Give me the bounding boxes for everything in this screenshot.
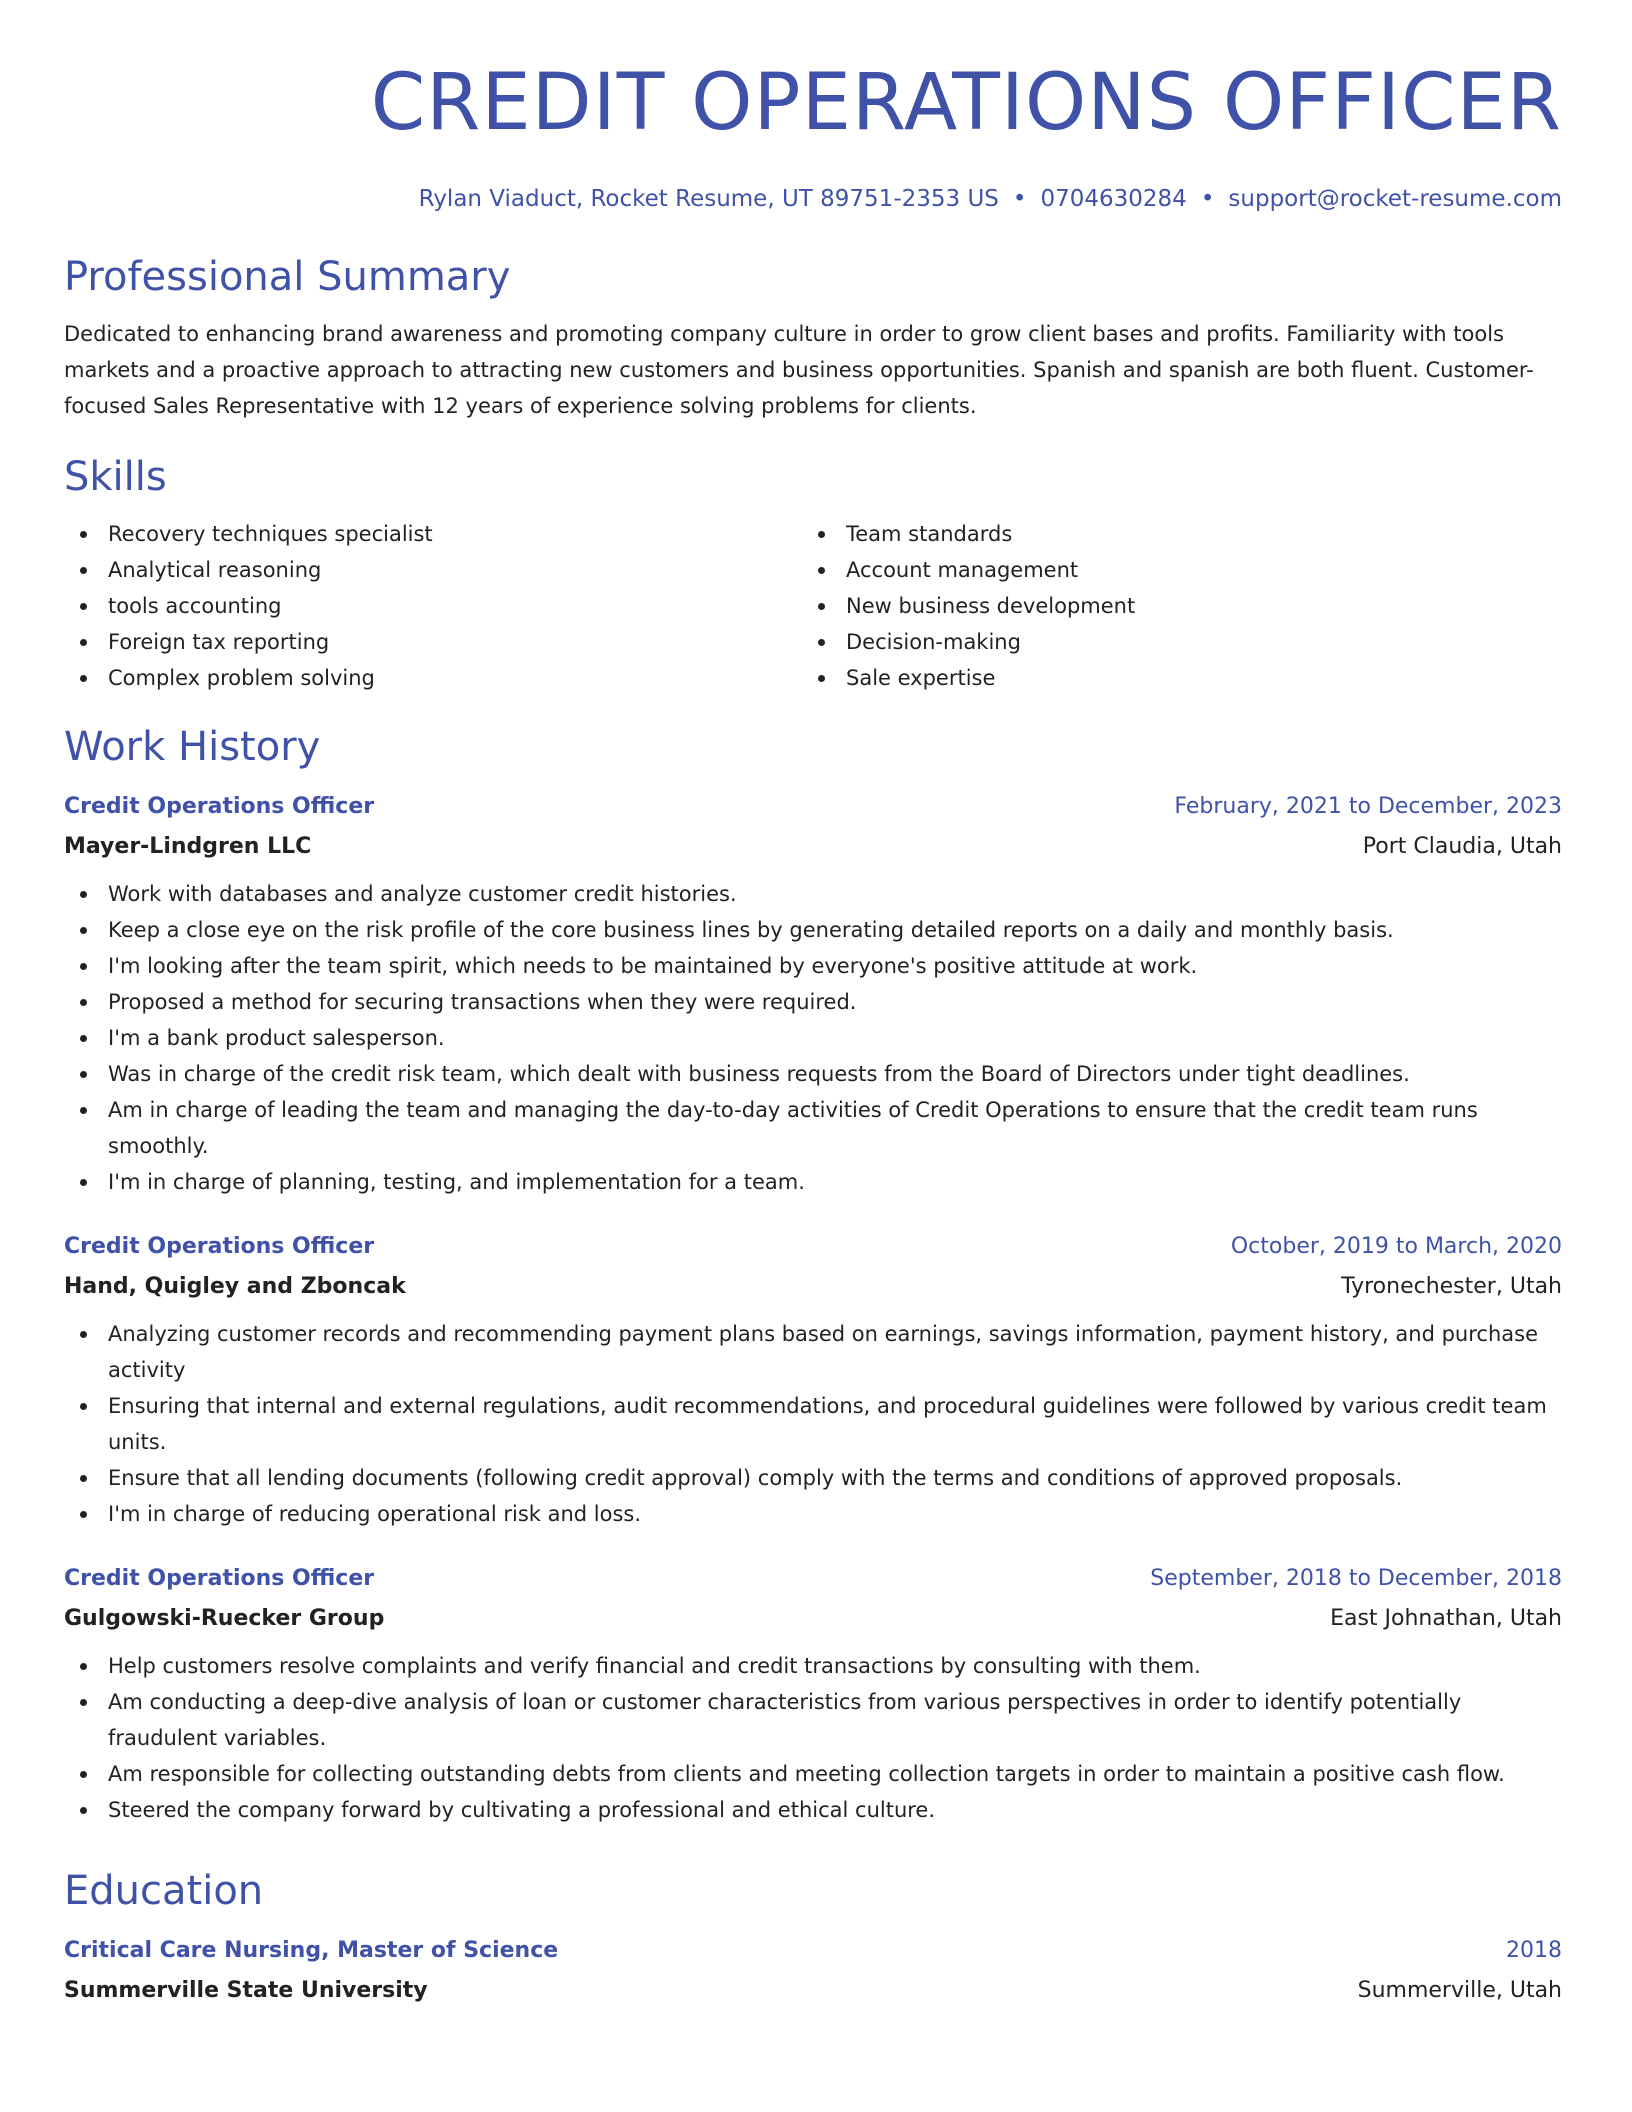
education-heading: Education [64,1868,264,1914]
education-year: 2018 [1506,1938,1562,1963]
contact-email[interactable]: support@rocket-resume.com [1228,186,1562,212]
education-degree: Critical Care Nursing, Master of Science [64,1938,559,1963]
job-header [64,792,1562,822]
skill-item: Sale expertise [802,660,1540,696]
contact-separator: • [1200,186,1215,212]
skills-list [64,516,1562,696]
job-bullet: Am conducting a deep-dive analysis of loan or customer characteristics from various perspectives in order to identify potentially fraudulent variables. [64,1684,1562,1756]
summary-text: Dedicated to enhancing brand awareness and promoting company culture in order to grow client bases and profits. Familiarity with tools markets and a proactive approach to attracting new customers and business opportunities. Spanish and spanish are both fluent. Customer-focused Sales Representative with 12 years of experience solving problems for clients. [64,322,1534,418]
job-bullet: I'm looking after the team spirit, which needs to be maintained by everyone's positive attitude at work. [64,948,1562,984]
education-header [64,1936,1562,1966]
skill-item: tools accounting [64,588,802,624]
job-dates: September, 2018 to December, 2018 [1150,1566,1562,1591]
job-bullets [64,1648,1562,1828]
job-title: Credit Operations Officer [64,794,375,819]
job-bullet: Ensuring that internal and external regulations, audit recommendations, and procedural guidelines were followed by various credit team units. [64,1388,1562,1460]
job-bullets [64,876,1562,1200]
job-bullet: I'm in charge of reducing operational risk and loss. [64,1496,1562,1532]
job-bullet: Steered the company forward by cultivating a professional and ethical culture. [64,1792,1562,1828]
job-company: Hand, Quigley and Zboncak [64,1274,406,1299]
job-entry [64,1232,1562,1532]
education-location: Summerville, Utah [1357,1978,1562,2003]
job-subheader [64,822,1562,862]
job-bullet: Proposed a method for securing transactions when they were required. [64,984,1562,1020]
job-company: Gulgowski-Ruecker Group [64,1606,385,1631]
job-entry [64,1564,1562,1828]
job-bullet: Help customers resolve complaints and verify financial and credit transactions by consulting with them. [64,1648,1562,1684]
skill-item: Account management [802,552,1540,588]
skill-item: Recovery techniques specialist [64,516,802,552]
job-subheader [64,1262,1562,1302]
education-entry [64,1936,1562,2006]
job-bullet: Work with databases and analyze customer credit histories. [64,876,1562,912]
job-bullets [64,1316,1562,1532]
job-title: Credit Operations Officer [64,1234,375,1259]
work-history-heading: Work History [64,724,321,770]
skill-item: Foreign tax reporting [64,624,802,660]
skill-item: Decision-making [802,624,1540,660]
job-title: Credit Operations Officer [64,1566,375,1591]
job-header [64,1564,1562,1594]
contact-line [64,184,1562,214]
job-location: Tyronechester, Utah [1341,1274,1562,1299]
job-bullet: Analyzing customer records and recommending payment plans based on earnings, savings information, payment history, and purchase activity [64,1316,1562,1388]
job-dates: February, 2021 to December, 2023 [1174,794,1562,819]
contact-separator: • [1012,186,1027,212]
resume-page [64,0,1562,2006]
job-location: Port Claudia, Utah [1362,834,1562,859]
skill-item: Analytical reasoning [64,552,802,588]
education-subheader [64,1966,1562,2006]
job-dates: October, 2019 to March, 2020 [1230,1234,1562,1259]
skills-column-right [802,516,1540,696]
contact-phone: 0704630284 [1040,186,1187,212]
skill-item: Team standards [802,516,1540,552]
skills-column-left [64,516,802,696]
skill-item: New business development [802,588,1540,624]
job-bullet: Was in charge of the credit risk team, which dealt with business requests from the Board of Directors under tight deadlines. [64,1056,1562,1092]
skill-item: Complex problem solving [64,660,802,696]
job-bullet: Keep a close eye on the risk profile of the core business lines by generating detailed reports on a daily and monthly basis. [64,912,1562,948]
resume-title: CREDIT OPERATIONS OFFICER [370,58,1562,148]
job-company: Mayer-Lindgren LLC [64,834,312,859]
job-bullet: I'm in charge of planning, testing, and implementation for a team. [64,1164,1562,1200]
skills-heading: Skills [64,454,167,500]
job-location: East Johnathan, Utah [1330,1606,1562,1631]
job-bullet: Ensure that all lending documents (following credit approval) comply with the terms and conditions of approved proposals. [64,1460,1562,1496]
job-bullet: I'm a bank product salesperson. [64,1020,1562,1056]
job-header [64,1232,1562,1262]
summary-heading: Professional Summary [64,254,511,300]
job-entry [64,792,1562,1200]
job-bullet: Am in charge of leading the team and managing the day-to-day activities of Credit Operations to ensure that the credit team runs smoothly. [64,1092,1562,1164]
education-school: Summerville State University [64,1978,428,2003]
job-bullet: Am responsible for collecting outstanding debts from clients and meeting collection targets in order to maintain a positive cash flow. [64,1756,1562,1792]
contact-address: Rylan Viaduct, Rocket Resume, UT 89751-2353 US [418,186,999,212]
job-subheader [64,1594,1562,1634]
